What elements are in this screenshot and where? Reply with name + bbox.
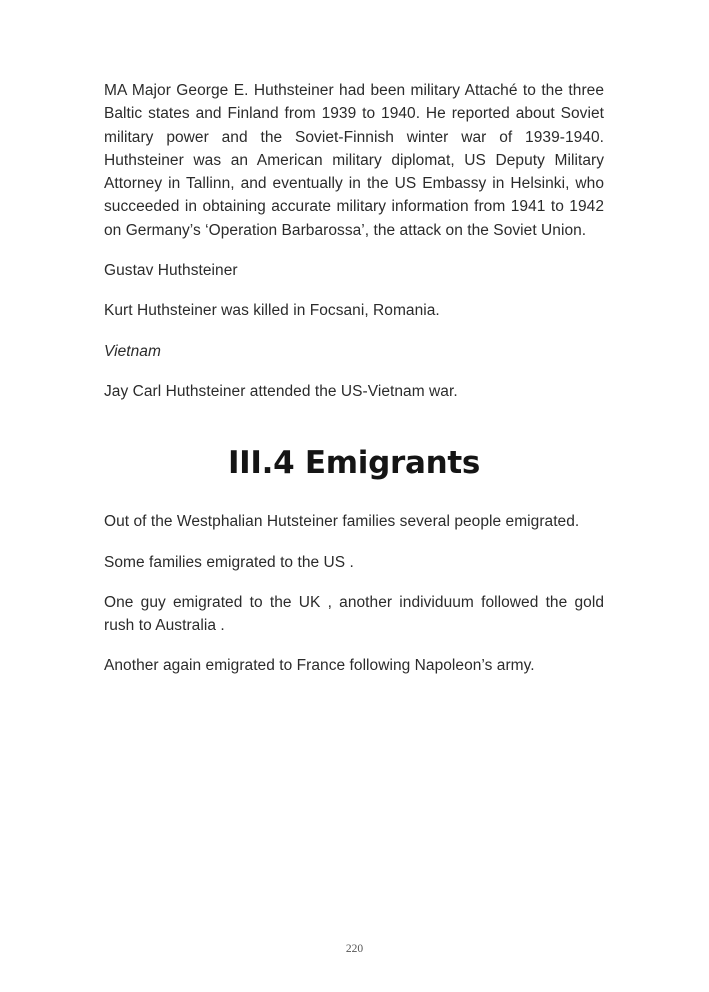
paragraph-us-emigrants: Some families emigrated to the US . [104, 553, 354, 571]
paragraph-jay-carl-huthsteiner: Jay Carl Huthsteiner attended the US-Vietnam war. [104, 382, 458, 400]
paragraph-uk-australia-emigrants: One guy emigrated to the UK , another individuum followed the gold rush to Australia . [104, 593, 604, 635]
paragraph-kurt-huthsteiner: Kurt Huthsteiner was killed in Focsani, Romania. [104, 302, 440, 320]
subheading-vietnam: Vietnam [104, 342, 161, 360]
section-heading: III.4 Emigrants [227, 445, 481, 482]
paragraph-westphalian-emigrants: Out of the Westphalian Hutsteiner families several people emigrated. [104, 513, 580, 531]
paragraph-france-emigrants: Another again emigrated to France following Napoleon’s army. [104, 657, 535, 675]
page-number: 220 [345, 943, 364, 955]
document-page [104, 79, 604, 695]
paragraph-george-huthsteiner: MA Major George E. Huthsteiner had been military Attaché to the three Baltic states and Finland from 1939 to 1940. He reported about Soviet military power and the Soviet-Finnish winter war of 1939-1940. Huthsteiner was an American military diplomat, US Deputy Military Attorney in Tallinn, and eventually in the US Embassy in Helsinki, who succeeded in obtaining accurate military information from 1941 to 1942 on Germany’s ‘Operation Barbarossa’, the attack on the Soviet Union. [104, 82, 604, 239]
paragraph-gustav-huthsteiner: Gustav Huthsteiner [104, 262, 238, 280]
